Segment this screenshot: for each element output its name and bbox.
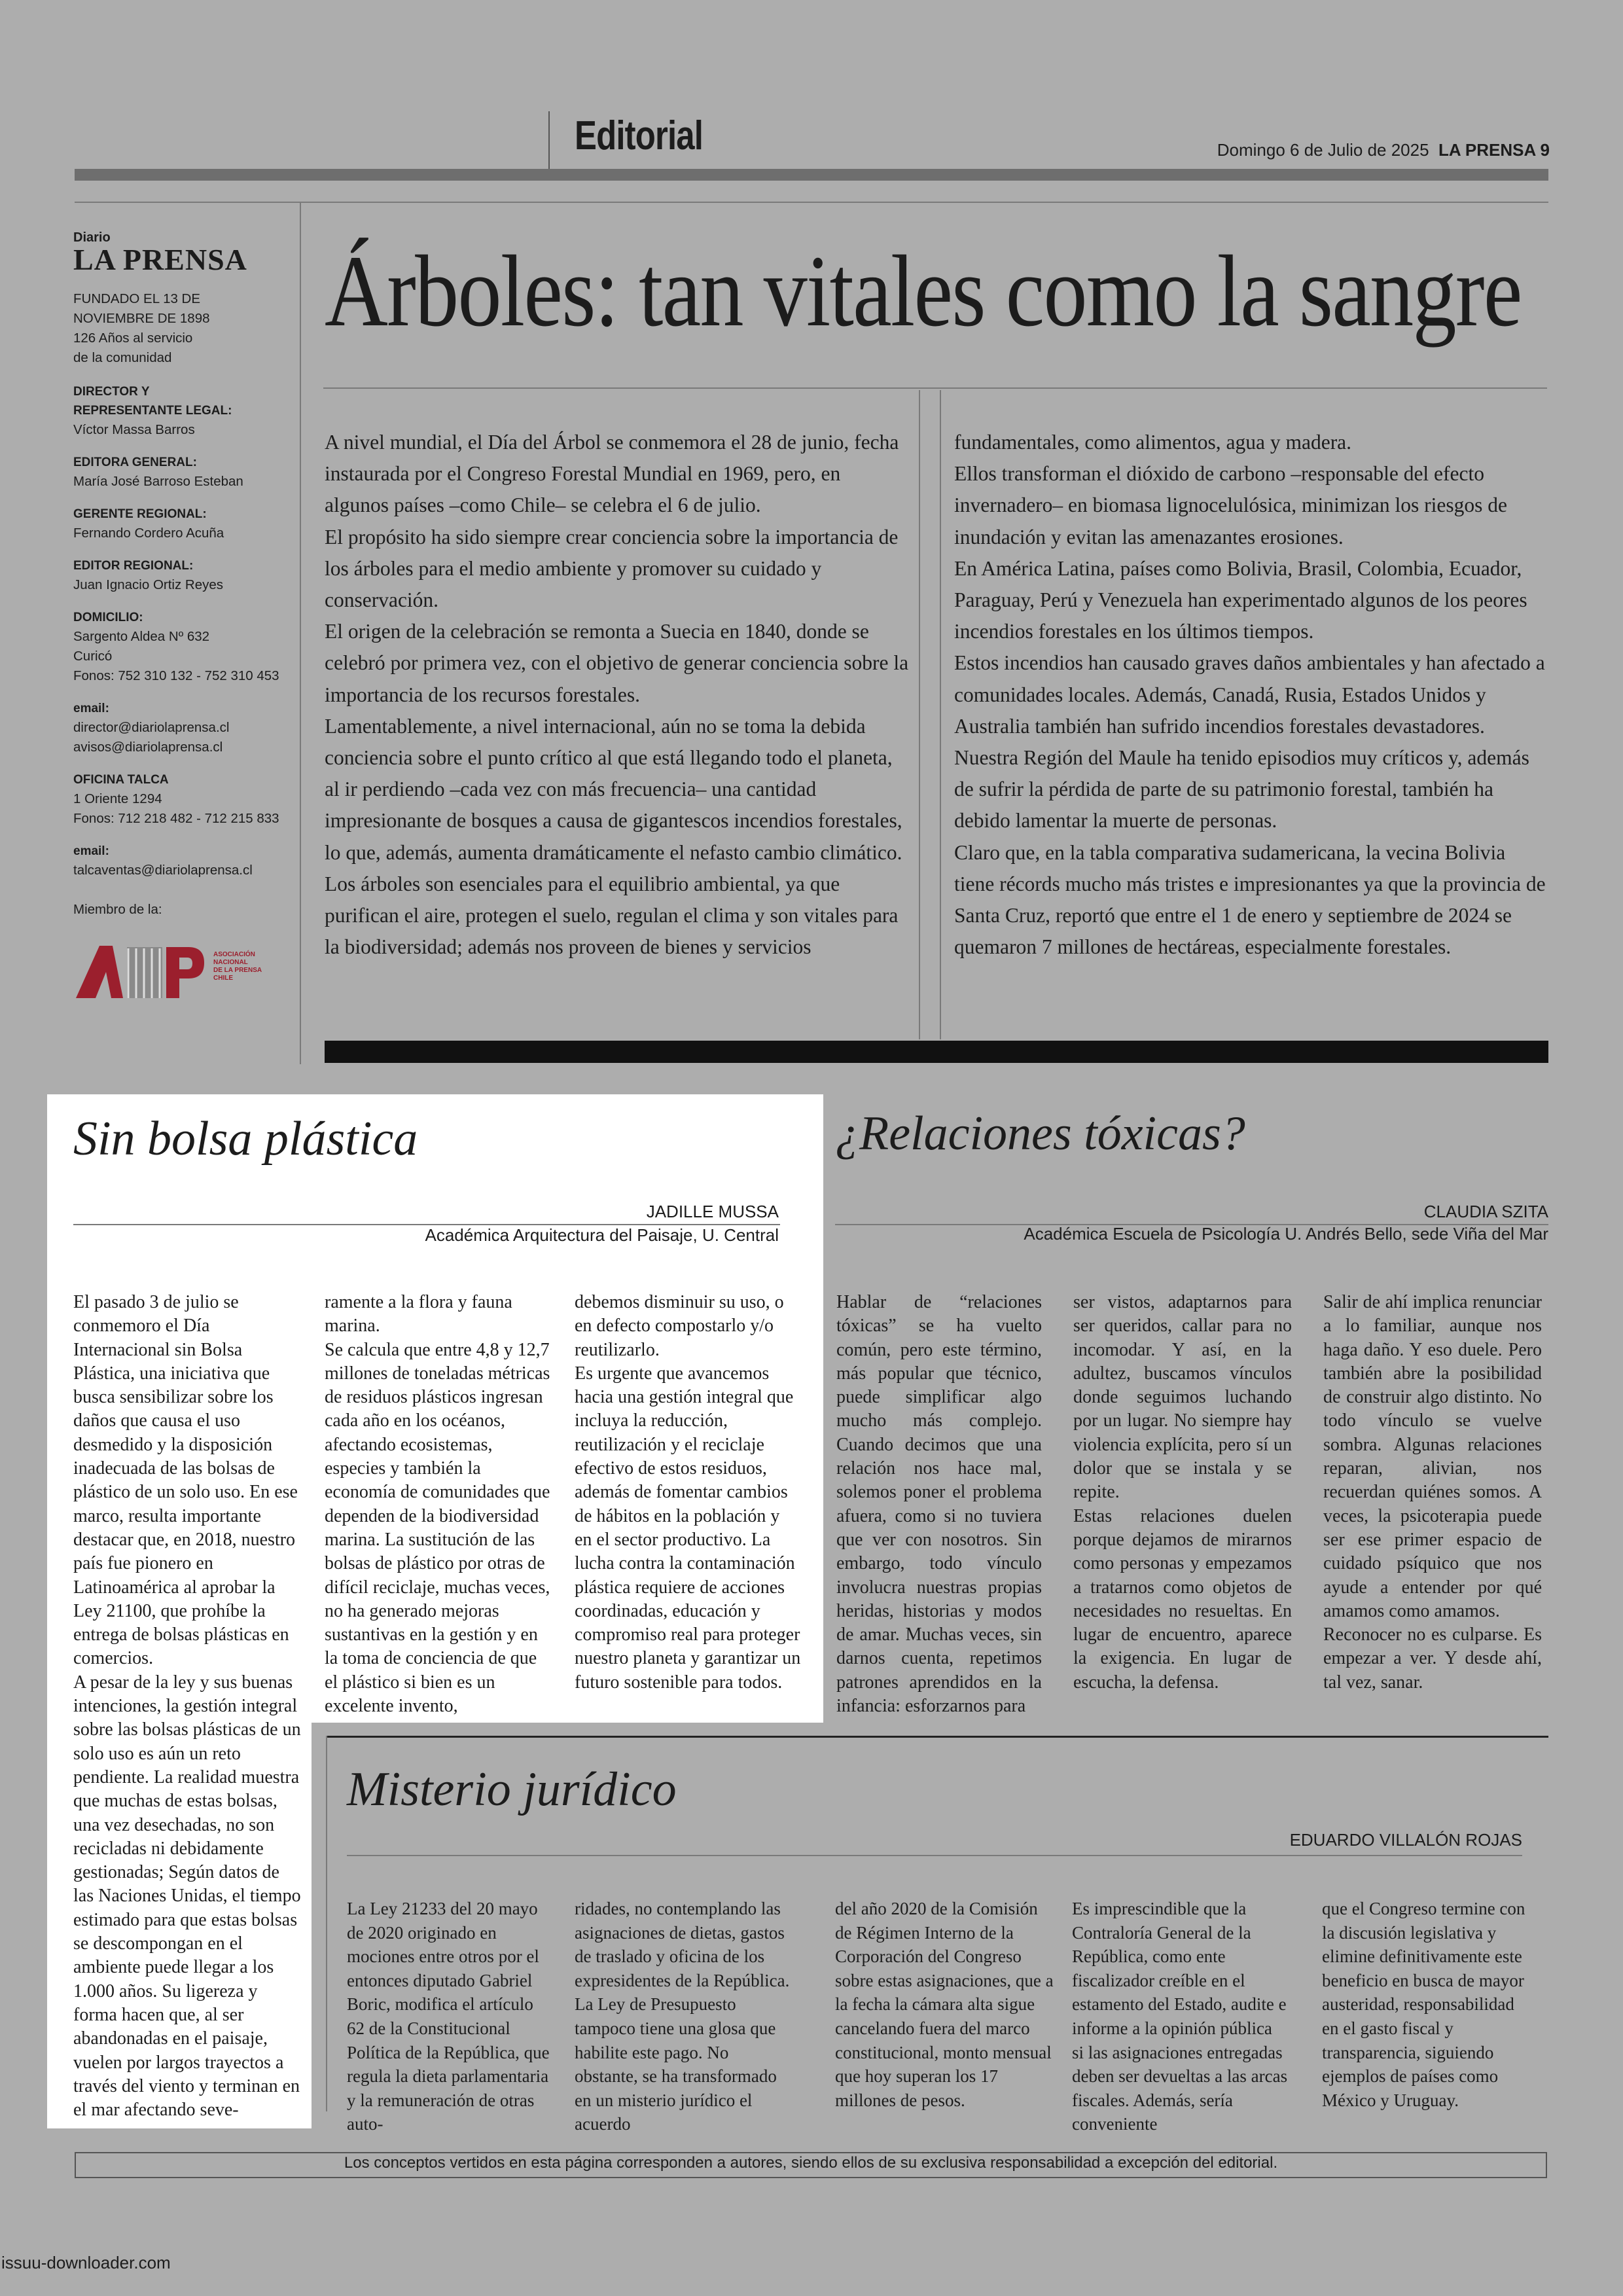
author-role: Académica Arquitectura del Paisaje, U. Central xyxy=(425,1225,779,1245)
column-rule xyxy=(919,390,920,1039)
article-paragraph: Hablar de “relaciones tóxicas” se ha vuelto común, pero este término, más popular que técnico, puede simplificar algo mucho más complejo. Cuando decimos que una relación nos hace mal, solemos poner el problema afuera, como si no tuviera que ver con nosotros. Sin embargo, todo vínculo involucra nuestras propias heridas, historias y modos de amar. Muchas veces, sin darnos cuenta, repetimos patrones aprendidos en la infancia: esforzarnos para xyxy=(836,1292,1042,1717)
email-label: email: xyxy=(73,702,109,715)
editorial-column-left xyxy=(325,427,910,963)
editorial-column-right xyxy=(954,427,1547,963)
date-text: Domingo 6 de Julio de 2025 xyxy=(1217,140,1429,160)
director-label xyxy=(73,382,296,420)
email-link[interactable]: avisos@diariolaprensa.cl xyxy=(73,740,223,755)
anp-sub: CHILE xyxy=(213,975,233,982)
column-rule xyxy=(940,390,941,1039)
anp-sub: DE LA PRENSA xyxy=(213,967,262,974)
email2-link[interactable]: talcaventas@diariolaprensa.cl xyxy=(73,863,253,878)
masthead-logo: LA PRENSA xyxy=(73,243,247,276)
column-title-relaciones: ¿Relaciones tóxicas? xyxy=(835,1107,1245,1160)
editorial-bottom-bar xyxy=(325,1041,1548,1063)
editorial-paragraph: Lamentablemente, a nivel internacional, aún no se toma la debida conciencia sobre el punto crítico al que está llegando todo el planeta, al ir perdiendo –cada vez con más frecuencia– una cantidad impresionante de bosques a causa de gigantescos incendios forestales, lo que, además, aumenta dramáticamente el nefasto cambio climático. xyxy=(325,714,902,864)
founded-line: FUNDADO EL 13 DE xyxy=(73,291,201,306)
article-column xyxy=(575,1291,801,1695)
founded-line: 126 Años al servicio xyxy=(73,331,193,346)
article-paragraph: ramente a la flora y fauna marina. xyxy=(325,1292,512,1336)
editorial-paragraph: Ellos transforman el dióxido de carbono –responsable del efecto invernadero– en biomasa lignocelulósica, minimizan los riesgos de inundación y evitan las amenazantes erosiones. xyxy=(954,462,1508,548)
talca-line: 1 Oriente 1294 xyxy=(73,791,162,806)
editorial-paragraph: El origen de la celebración se remonta a Suecia en 1840, donde se celebró por primera vez, con el objetivo de generar conciencia sobre la importancia de los recursos forestales. xyxy=(325,620,909,706)
masthead-diario: Diario xyxy=(73,230,111,245)
article-paragraph: ser vistos, adaptarnos para ser queridos, callar para no incomodar. Y así, en la adultez, buscamos vínculos donde seguimos luchando por un lugar. No siempre hay violencia explícita, pero sí un dolor que se instala y se repite. xyxy=(1073,1292,1292,1503)
editorial-title: Árboles: tan vitales como la sangre xyxy=(325,234,1522,348)
author-name: EDUARDO VILLALÓN ROJAS xyxy=(1289,1830,1522,1850)
editorial-paragraph: Estos incendios han causado graves daños ambientales y han afectado a comunidades locales. Además, Canadá, Rusia, Estados Unidos y Australia también han sufrido incendios forestales devastadores. xyxy=(954,651,1545,738)
anp-sub: NACIONAL xyxy=(213,959,248,966)
section-rule xyxy=(326,1736,327,2111)
page-number: LA PRENSA 9 xyxy=(1438,140,1550,160)
anp-logo-text xyxy=(213,951,262,982)
editorial-paragraph: Nuestra Región del Maule ha tenido episodios muy críticos y, además de sufrir la pérdida de parte de su patrimonio forestal, también ha debido lamentar la muerte de personas. xyxy=(954,746,1529,833)
editorial-paragraph: A nivel mundial, el Día del Árbol se conmemora el 28 de junio, fecha instaurada por el Congreso Forestal Mundial en 1969, pero, en algunos países –como Chile– se celebra el 6 de julio. xyxy=(325,431,899,517)
article-paragraph: Es urgente que avancemos hacia una gestión integral que incluya la reducción, reutilización y el reciclaje efectivo de estos residuos, además de fomentar cambios de hábitos en la población y en el sector productivo. La lucha contra la contaminación plástica requiere de acciones coordinadas, educación y compromiso real para proteger nuestro planeta y garantizar un futuro sostenible para todos. xyxy=(575,1363,801,1693)
domicilio-line: Fonos: 752 310 132 - 752 310 453 xyxy=(73,668,279,683)
article-column xyxy=(836,1291,1042,1718)
talca-line: Fonos: 712 218 482 - 712 215 833 xyxy=(73,811,279,826)
article-column: ridades, no contemplando las asignaciones de dietas, gastos de traslado y oficina de los expresidentes de la República. La Ley de Presupuesto tampoco tiene una glosa que habilite este pago. No obstante, se ha transformado en un misterio jurídico el acuerdo xyxy=(575,1899,790,2134)
article-paragraph: Estas relaciones duelen porque dejamos de mirarnos como personas y empezamos a tratarnos como objetos de necesidades no resueltas. En lugar de encuentro, aparece la exigencia. En lugar de escucha, la defensa. xyxy=(1073,1505,1292,1693)
founded-line: NOVIEMBRE DE 1898 xyxy=(73,311,210,326)
article-column xyxy=(1323,1291,1542,1695)
editor-name: Juan Ignacio Ortiz Reyes xyxy=(73,577,224,592)
article-paragraph: debemos disminuir su uso, o en defecto compostarlo y/o reutilizarlo. xyxy=(575,1292,784,1360)
article-column xyxy=(1073,1291,1292,1695)
article-column: que el Congreso termine con la discusión legislativa y elimine definitivamente este beneficio en busca de mayor austeridad, responsabilidad en el gasto fiscal y transparencia, siguiendo ejemplos de países como México y Uruguay. xyxy=(1322,1899,1525,2110)
director-label-line: REPRESENTANTE LEGAL: xyxy=(73,404,232,418)
editorial-title-rule xyxy=(323,387,1547,389)
article-paragraph: A pesar de la ley y sus buenas intenciones, la gestión integral sobre las bolsas plásticas de un solo uso es aún un reto pendiente. La realidad muestra que muchas de estas bolsas, una vez desechadas, no son recicladas ni debidamente gestionadas; Según datos de las Naciones Unidas, el tiempo estimado para que estas bolsas se descompongan en el ambiente puede llegar a los 1.000 años. Su ligereza y forma hacen que, al ser abandonadas en el paisaje, vuelen por largos trayectos a través del viento y terminan en el mar afectando seve- xyxy=(73,1672,301,2121)
founded-line: de la comunidad xyxy=(73,350,172,365)
section-divider xyxy=(548,111,550,175)
editorial-paragraph: fundamentales, como alimentos, agua y madera. xyxy=(954,431,1352,454)
column-title-misterio: Misterio jurídico xyxy=(347,1763,677,1816)
editorial-paragraph: El propósito ha sido siempre crear conciencia sobre la importancia de los árboles para el medio ambiente y promover su cuidado y conservación. xyxy=(325,525,899,612)
gerente-label: GERENTE REGIONAL: xyxy=(73,507,207,521)
editor-label: EDITOR REGIONAL: xyxy=(73,559,194,573)
author-role: Académica Escuela de Psicología U. Andrés Bello, sede Viña del Mar xyxy=(1024,1224,1548,1244)
email-link[interactable]: director@diariolaprensa.cl xyxy=(73,720,230,735)
article-paragraph: Reconocer no es culparse. Es empezar a ver. Y desde ahí, tal vez, sanar. xyxy=(1323,1624,1542,1693)
director-label-line: DIRECTOR Y xyxy=(73,385,150,399)
byline-rule xyxy=(347,1855,1522,1856)
author-name: JADILLE MUSSA xyxy=(646,1202,779,1221)
domicilio-line: Sargento Aldea Nº 632 xyxy=(73,629,210,644)
director-name: Víctor Massa Barros xyxy=(73,422,195,437)
article-column: La Ley 21233 del 20 mayo de 2020 originado en mociones entre otros por el entonces diputado Gabriel Boric, modifica el artículo 62 de la Constitucional Política de la República, que regula la dieta parlamentaria y la remuneración de otras auto- xyxy=(347,1899,550,2134)
column-title-sin-bolsa: Sin bolsa plástica xyxy=(73,1112,418,1166)
gerente-name: Fernando Cordero Acuña xyxy=(73,526,224,541)
header-bar xyxy=(75,169,1548,181)
article-paragraph: Se calcula que entre 4,8 y 12,7 millones de toneladas métricas de residuos plásticos ingresan cada año en los océanos, afectando ecosistemas, especies y también la economía de comunidades que dependen de la biodiversidad marina. La sustitución de las bolsas de plástico por otras de difícil reciclaje, muchas veces, no ha generado mejoras sustantivas en la gestión y en la toma de conciencia de que el plástico si bien es un excelente invento, xyxy=(325,1339,550,1717)
anp-logo-mark xyxy=(73,941,211,1001)
email2-label: email: xyxy=(73,844,109,858)
member-label: Miembro de la: xyxy=(73,902,162,917)
anp-logo xyxy=(73,941,283,1006)
disclaimer-text: Los conceptos vertidos en esta página corresponden a autores, siendo ellos de su exclusiva responsabilidad a excepción del editorial. xyxy=(344,2154,1278,2172)
domicilio-label: DOMICILIO: xyxy=(73,611,143,624)
section-rule xyxy=(326,1736,1548,1738)
section-title: Editorial xyxy=(575,113,704,158)
article-column: del año 2020 de la Comisión de Régimen Interno de la Corporación del Congreso sobre estas asignaciones, que a la fecha la cámara alta sigue cancelando fuera del marco constitucional, monto mensual que hoy superan los 17 millones de pesos. xyxy=(835,1899,1054,2110)
watermark-text: issuu-downloader.com xyxy=(1,2253,171,2272)
masthead xyxy=(73,230,296,1006)
editora-label: EDITORA GENERAL: xyxy=(73,456,197,469)
masthead-rule xyxy=(300,202,301,1064)
header-rule xyxy=(75,202,1548,203)
editora-name: María José Barroso Esteban xyxy=(73,474,243,489)
article-paragraph: El pasado 3 de julio se conmemoro el Día Internacional sin Bolsa Plástica, una iniciativa que busca sensibilizar sobre los daños que causa el uso desmedido y la disposición inadecuada de las bolsas de plástico de un solo uso. En ese marco, resulta importante destacar que, en 2018, nuestro país fue pionero en Latinoamérica al aprobar la Ley 21100, que prohíbe la entrega de bolsas plásticas en comercios. xyxy=(73,1292,298,1669)
article-column xyxy=(73,1291,302,2122)
article-column xyxy=(325,1291,552,1718)
editorial-paragraph: Claro que, en la tabla comparativa sudamericana, la vecina Bolivia tiene récords mucho más tristes e impresionantes ya que la provincia de Santa Cruz, reportó que entre el 1 de enero y septiembre de 2024 se quemaron 7 millones de hectáreas, especialmente forestales. xyxy=(954,840,1546,959)
author-name: CLAUDIA SZITA xyxy=(1423,1202,1548,1221)
article-paragraph: Salir de ahí implica renunciar a lo familiar, aunque nos haga daño. Y eso duele. Pero también abre la posibilidad de construir algo distinto. No todo vínculo se vuelve sombra. Algunas relaciones reparan, alivian, nos recuerdan quiénes somos. A veces, la psicoterapia puede ser ese primer espacio de cuidado psíquico que nos ayude a entender por qué amamos como amamos. xyxy=(1323,1292,1542,1621)
editorial-paragraph: En América Latina, países como Bolivia, Brasil, Colombia, Ecuador, Paraguay, Perú y Venezuela han experimentado algunos de los peores incendios forestales en los últimos tiempos. xyxy=(954,556,1527,643)
anp-sub: ASOCIACIÓN xyxy=(213,951,255,958)
talca-label: OFICINA TALCA xyxy=(73,773,169,787)
domicilio-line: Curicó xyxy=(73,649,113,664)
dateline xyxy=(1217,140,1550,160)
article-column: Es imprescindible que la Contraloría General de la República, como ente fiscalizador creíble en el estamento del Estado, audite e informe a la opinión pública si las asignaciones entregadas deben ser devueltas a las arcas fiscales. Además, sería conveniente xyxy=(1072,1899,1288,2134)
editorial-paragraph: Los árboles son esenciales para el equilibrio ambiental, ya que purifican el aire, protegen el suelo, regulan el clima y son vitales para la biodiversidad; además nos proveen de bienes y servicios xyxy=(325,872,899,959)
